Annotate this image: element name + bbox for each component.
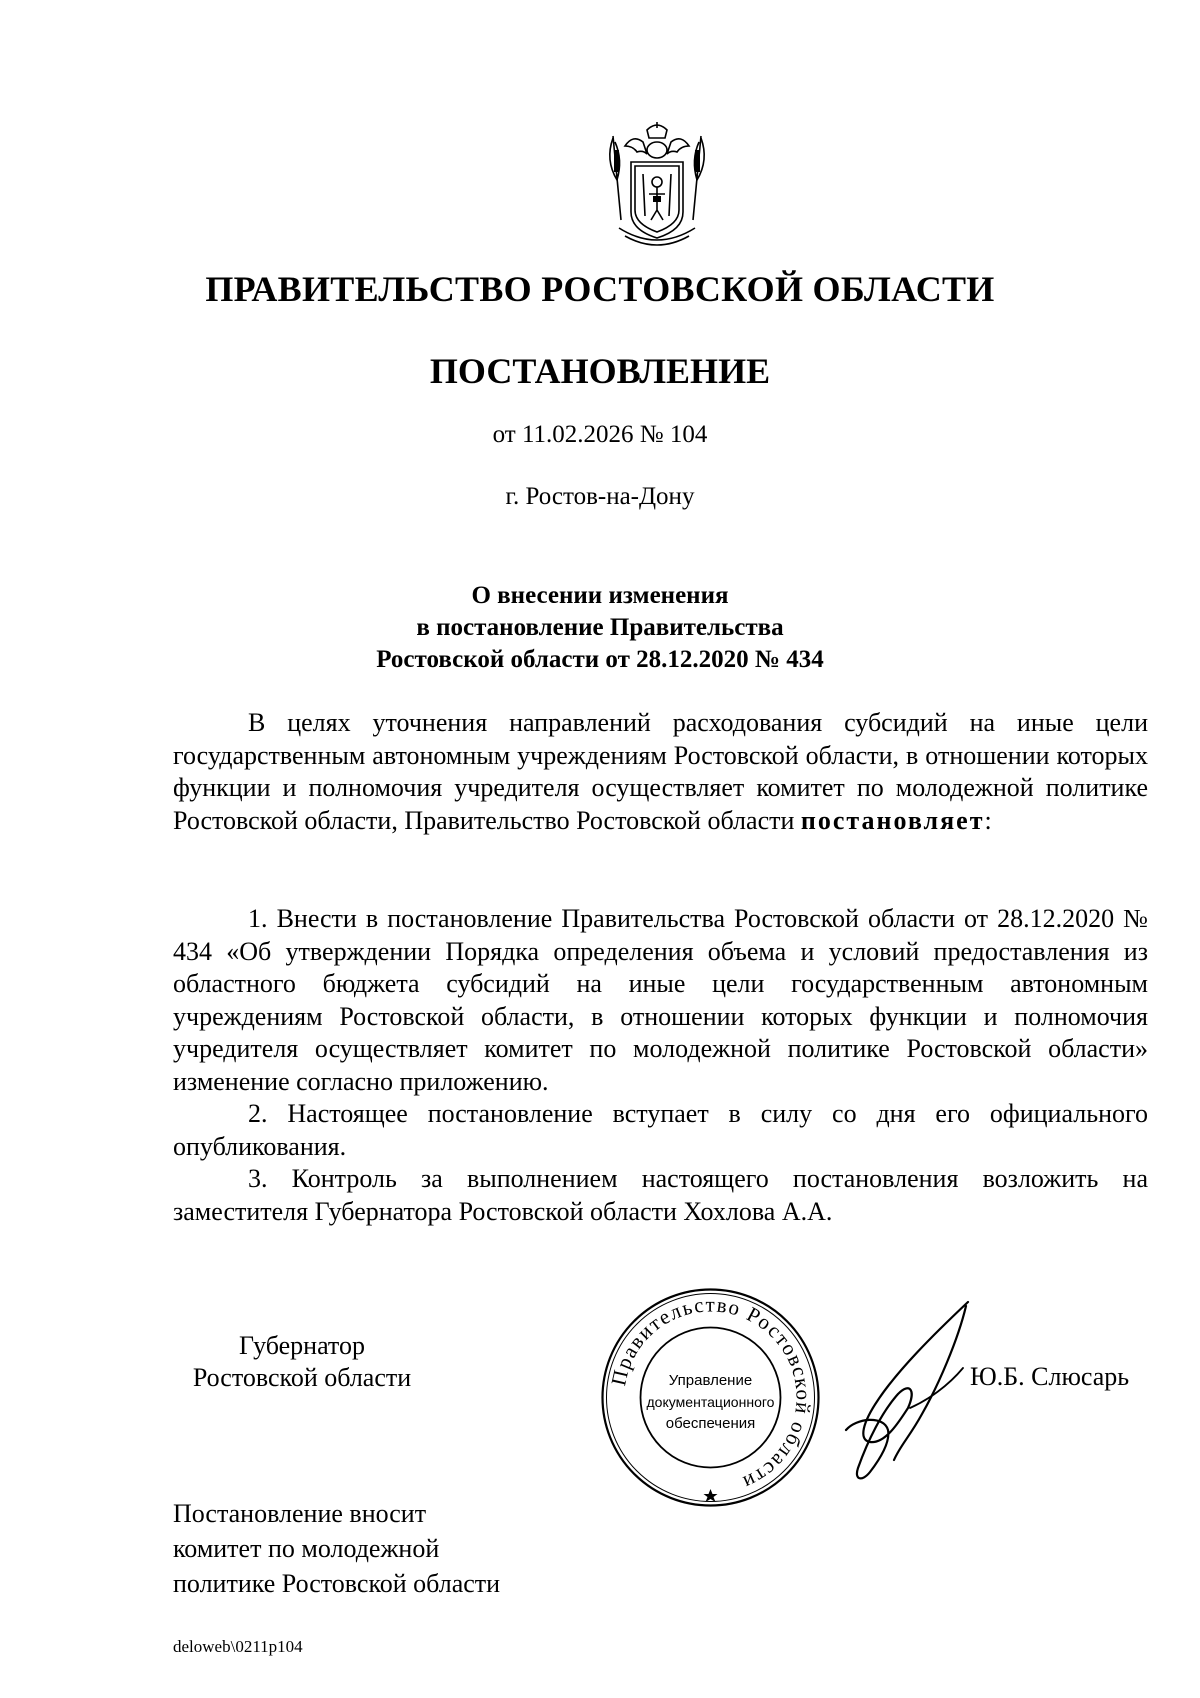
seal-center-text: Управление — [668, 1372, 753, 1389]
title-line: О внесении изменения — [471, 582, 729, 609]
signatory-position-line: Ростовской области — [192, 1363, 412, 1392]
document-type: ПОСТАНОВЛЕНИЕ — [429, 351, 771, 391]
coat-of-arms-icon — [603, 120, 711, 250]
title-line: в постановление Правительства — [416, 614, 784, 641]
seal-ring-text: Правительство Ростовской области — [606, 1292, 816, 1496]
file-reference: deloweb\0211p104 — [173, 1637, 303, 1656]
signatory-position — [172, 1330, 432, 1394]
resolution-item: 2. Настоящее постановление вступает в силу со дня его официального опубликования. — [173, 1099, 1148, 1161]
seal-center-text: обеспечения — [665, 1415, 756, 1432]
document-city: г. Ростов-на-Дону — [505, 483, 695, 510]
submitter-note — [173, 1496, 500, 1601]
submitter-note-line: политике Ростовской области — [173, 1569, 501, 1598]
signatory-position-line: Губернатор — [239, 1331, 365, 1360]
resolution-items — [173, 903, 1148, 1228]
official-seal-icon — [598, 1285, 823, 1510]
preamble-decision-word: постановляет — [800, 805, 985, 835]
preamble — [173, 707, 1148, 837]
signatory-name: Ю.Б. Слюсарь — [970, 1362, 1130, 1391]
seal-center-text: документационного — [646, 1394, 775, 1410]
resolution-item: 3. Контроль за выполнением настоящего постановления возложить на заместителя Губернатора Ростовской области Хохлова А.А. — [173, 1164, 1148, 1226]
title-line: Ростовской области от 28.12.2020 № 434 — [376, 646, 824, 673]
submitter-note-line: Постановление вносит — [173, 1499, 427, 1528]
document-title — [0, 580, 1200, 676]
organization-name: ПРАВИТЕЛЬСТВО РОСТОВСКОЙ ОБЛАСТИ — [205, 269, 995, 309]
document-date-number: от 11.02.2026 № 104 — [492, 421, 708, 448]
submitter-note-line: комитет по молодежной — [173, 1534, 440, 1563]
handwritten-signature-icon — [838, 1290, 988, 1490]
preamble-colon: : — [984, 805, 992, 835]
preamble-text: В целях уточнения направлений расходования субсидий на иные цели государственным автономным учреждениям Ростовской области, в отношении которых функции и полномочия учредителя осуществляет комитет по молодежной политике Ростовской области, Правительство Ростовской области — [173, 708, 1148, 835]
resolution-item: 1. Внести в постановление Правительства Ростовской области от 28.12.2020 № 434 «Об утверждении Порядка определения объема и условий предоставления из областного бюджета субсидий на иные цели государственным автономным учреждениям Ростовской области, в отношении которых функции и полномочия учредителя осуществляет комитет по молодежной политике Ростовской области» изменение согласно приложению. — [173, 904, 1148, 1096]
